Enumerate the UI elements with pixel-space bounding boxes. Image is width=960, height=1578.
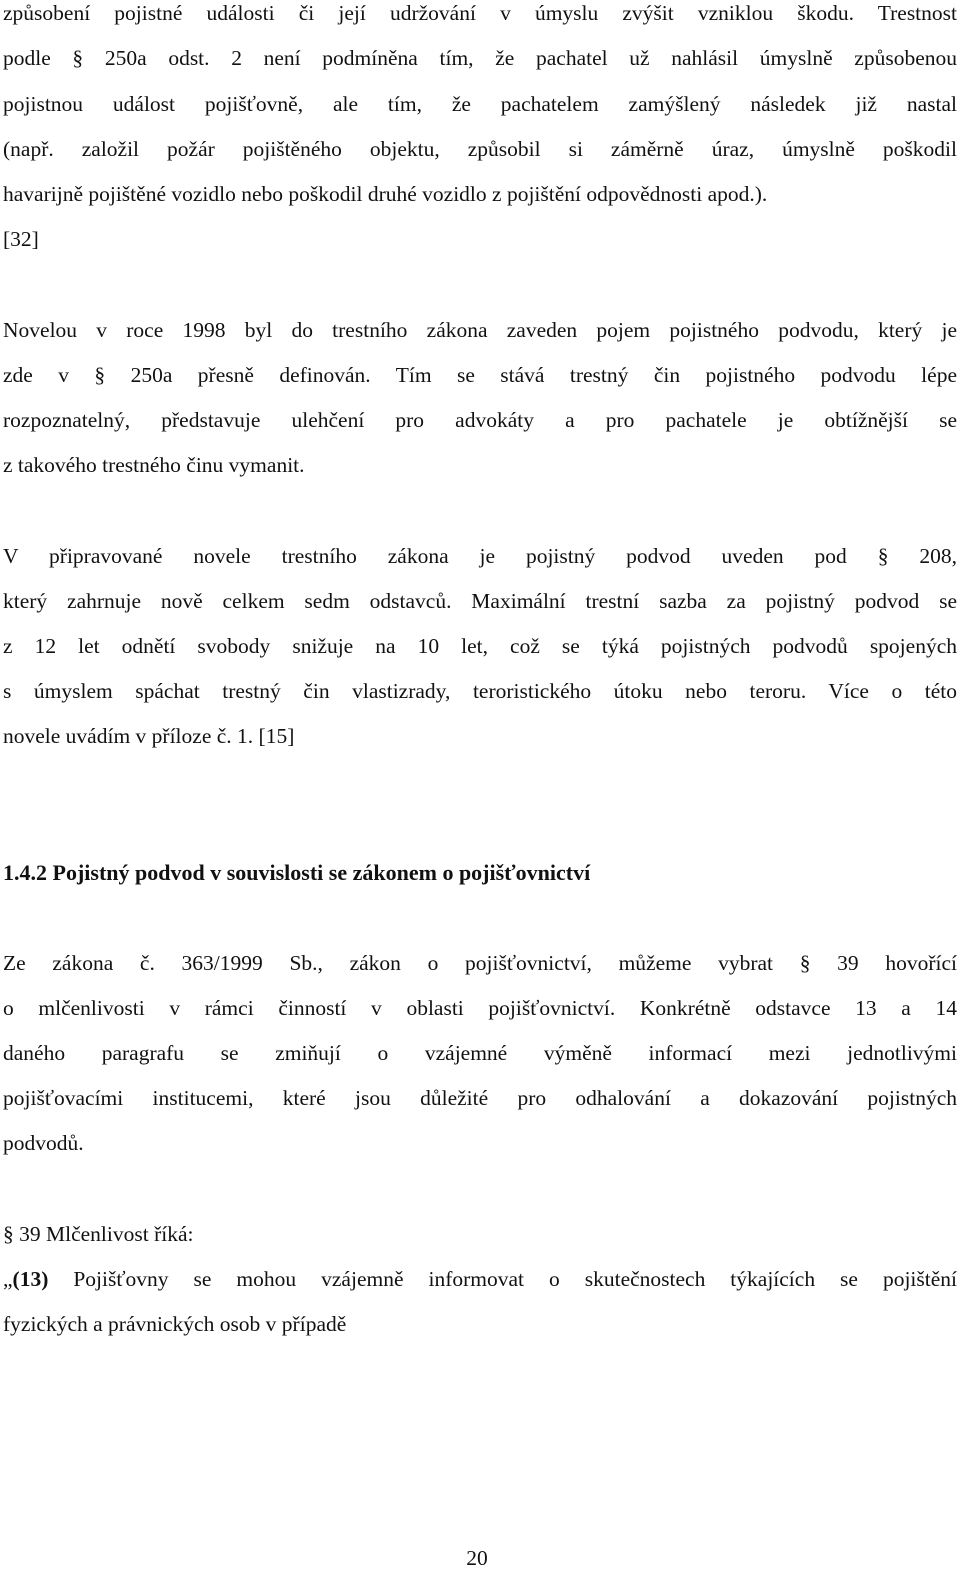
paragraph-line: V připravované novele trestního zákona je pojistný podvod uveden pod § 208, [3,544,957,568]
paragraph-line: zde v § 250a přesně definován. Tím se stává trestný čin pojistného podvodu lépe [3,363,957,387]
paragraph-line: který zahrnuje nově celkem sedm odstavců. Maximální trestní sazba za pojistný podvod se [3,589,957,613]
section-reference: § 39 Mlčenlivost říká: [3,1222,194,1246]
paragraph-line: rozpoznatelný, představuje ulehčení pro advokáty a pro pachatele je obtížnější se [3,408,957,432]
page-number: 20 [466,1546,488,1570]
paragraph-line: o mlčenlivosti v rámci činností v oblasti pojišťovnictví. Konkrétně odstavce 13 a 14 [3,996,957,1020]
paragraph-line: pojišťovacími institucemi, které jsou důležité pro odhalování a dokazování pojistných [3,1086,957,1110]
paragraph-line: podle § 250a odst. 2 není podmíněna tím, že pachatel už nahlásil úmyslně způsobenou [3,46,957,70]
quote-open-mark: „ [3,1267,13,1291]
document-page [3,0,957,1568]
quote-line [3,1259,957,1299]
paragraph-line: z takového trestného činu vymanit. [3,453,305,477]
quote-paragraph-number: (13) [12,1267,49,1291]
paragraph-line: s úmyslem spáchat trestný čin vlastizrady, teroristického útoku nebo teroru. Více o této [3,679,957,703]
paragraph-line: způsobení pojistné události či její udržování v úmyslu zvýšit vzniklou škodu. Trestnost [3,1,957,25]
quote-text: Pojišťovny se mohou vzájemně informovat o skutečnostech týkajících se pojištění [48,1267,957,1291]
paragraph-line: Novelou v roce 1998 byl do trestního zákona zaveden pojem pojistného podvodu, který je [3,318,957,342]
section-heading: 1.4.2 Pojistný podvod v souvislosti se zákonem o pojišťovnictví [3,860,591,885]
paragraph-line: pojistnou událost pojišťovně, ale tím, že pachatelem zamýšlený následek již nastal [3,92,957,116]
quote-line: fyzických a právnických osob v případě [3,1312,347,1336]
paragraph-line: (např. založil požár pojištěného objektu, způsobil si záměrně úraz, úmyslně poškodil [3,137,957,161]
citation: [32] [3,227,39,251]
paragraph-line: novele uvádím v příloze č. 1. [15] [3,724,295,748]
paragraph-line: havarijně pojištěné vozidlo nebo poškodil druhé vozidlo z pojištění odpovědnosti apod.). [3,182,768,206]
paragraph-line: daného paragrafu se zmiňují o vzájemné výměně informací mezi jednotlivými [3,1041,957,1065]
paragraph-line: podvodů. [3,1131,84,1155]
paragraph-line: Ze zákona č. 363/1999 Sb., zákon o pojišťovnictví, můžeme vybrat § 39 hovořící [3,951,957,975]
paragraph-line: z 12 let odnětí svobody snižuje na 10 let, což se týká pojistných podvodů spojených [3,634,957,658]
